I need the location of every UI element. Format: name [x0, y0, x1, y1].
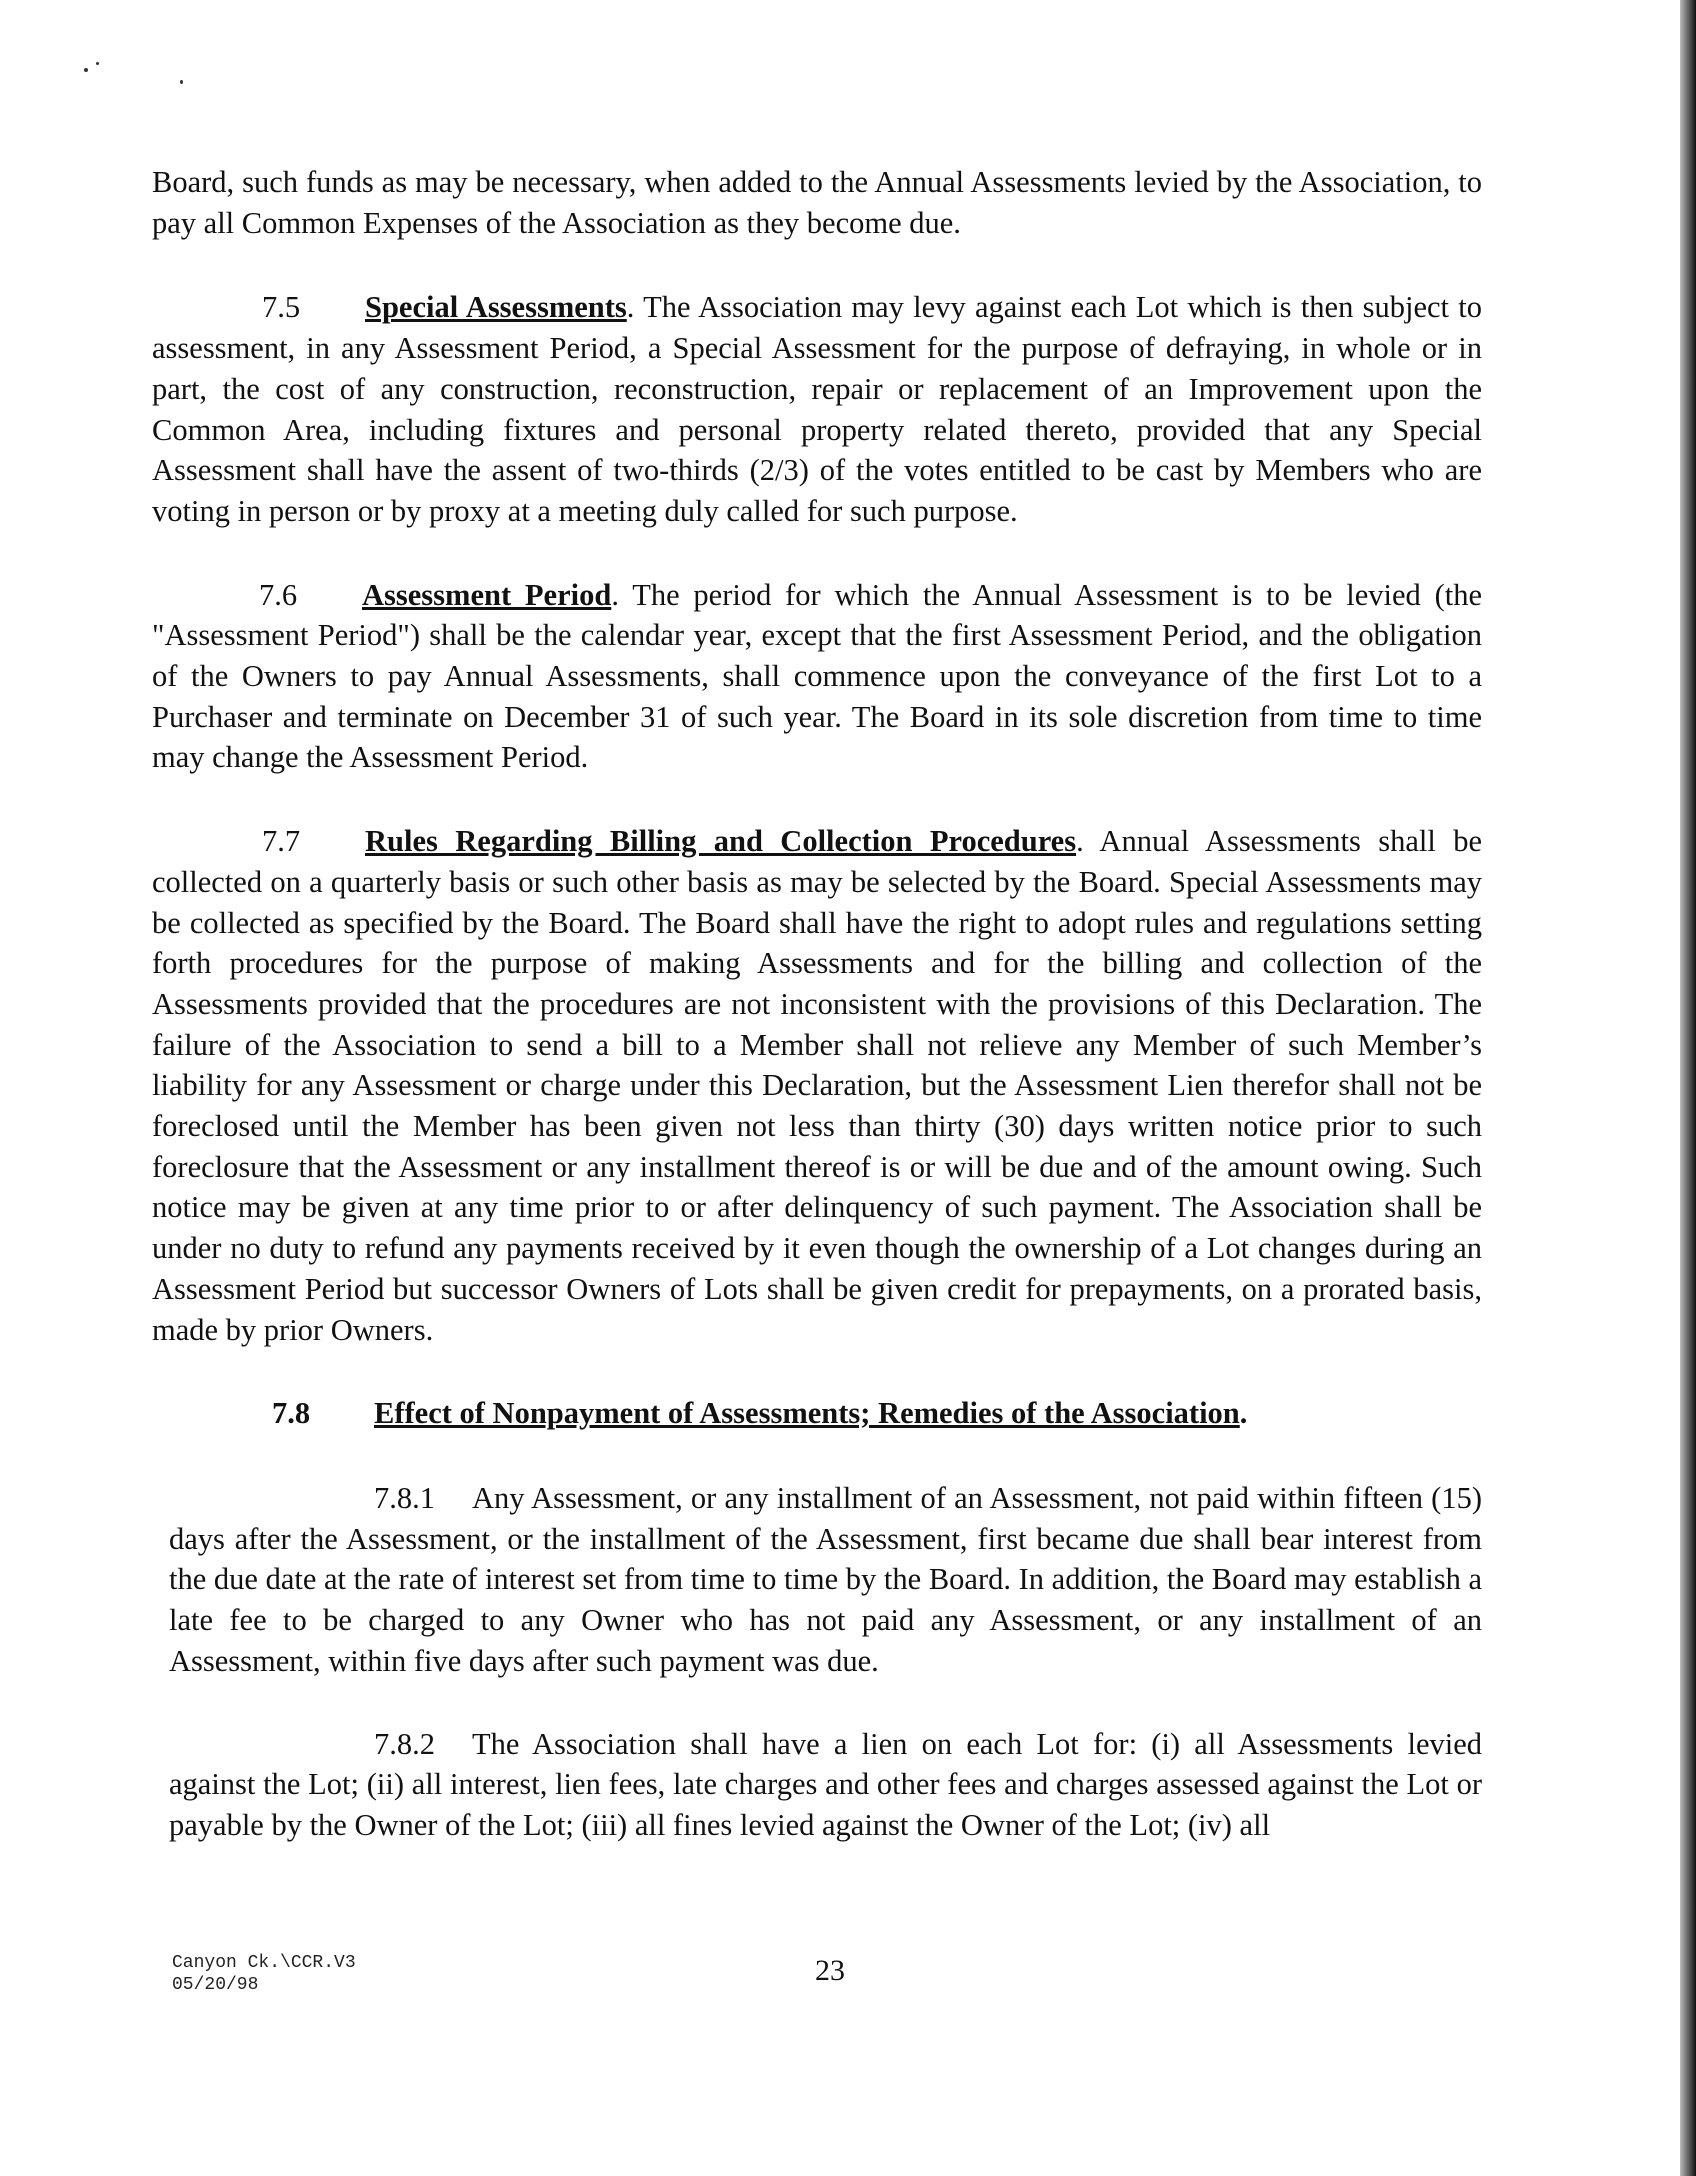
section-number: 7.8 [272, 1396, 311, 1431]
section-body: . The Association may levy against each Lot which is then subject to assessment, in any Assessment Period, a Special Assessment for the purpose of defraying, in whole or in part, the cost of any construction, reconstruction, repair or replacement of an Improvement upon the Common Area, including fixtures and personal property related thereto, provided that any Special Assessment shall have the assent of two-thirds (2/3) of the votes entitled to be cast by Members who are voting in person or by proxy at a meeting duly called for such purpose. [152, 290, 1482, 528]
scan-speck [84, 68, 88, 72]
section-title: Special Assessments [365, 290, 627, 325]
subsection-number: 7.8.1 [374, 1480, 435, 1515]
section-number: 7.5 [262, 290, 301, 325]
document-page [152, 162, 1482, 1888]
scan-speck [96, 62, 99, 65]
scan-speck [180, 80, 183, 84]
continuation-paragraph: Board, such funds as may be necessary, when added to the Annual Assessments levied by the Association, to pay all Common Expenses of the Association as they become due. [152, 165, 1482, 240]
section-title: Effect of Nonpayment of Assessments; Remedies of the Association [374, 1396, 1240, 1431]
footer-file-ref: Canyon Ck.\CCR.V3 [172, 1953, 356, 1973]
footer-date: 05/20/98 [172, 1975, 259, 1995]
section-7-5 [152, 287, 1482, 531]
section-title-trail: . [1239, 1396, 1248, 1431]
scan-edge-shadow [1680, 0, 1696, 2176]
subsection-number: 7.8.2 [374, 1726, 435, 1761]
section-7-6 [152, 575, 1482, 779]
subsection-7-8-2 [152, 1724, 1482, 1846]
footer-file-info [172, 1952, 356, 1996]
page-number: 23 [815, 1954, 845, 1987]
section-title: Assessment Period [362, 577, 612, 612]
section-number: 7.6 [259, 577, 298, 612]
section-7-8-heading [152, 1393, 1482, 1434]
subsection-7-8-1 [152, 1478, 1482, 1682]
subsection-body: The Association shall have a lien on each Lot for: (i) all Assessments levied against the Lot; (ii) all interest, lien fees, late charges and other fees and charges assessed against the Lot or payable by the Owner of the Lot; (iii) all fines levied against the Owner of the Lot; (iv) all [169, 1726, 1482, 1842]
section-title: Rules Regarding Billing and Collection Procedures [365, 824, 1077, 859]
section-number: 7.7 [262, 824, 301, 859]
section-body: . Annual Assessments shall be collected on a quarterly basis or such other basis as may be selected by the Board. Special Assessments may be collected as specified by the Board. The Board shall have the right to adopt rules and regulations setting forth procedures for the purpose of making Assessments and for the billing and collection of the Assessments provided that the procedures are not inconsistent with the provisions of this Declaration. The failure of the Association to send a bill to a Member shall not relieve any Member of such Member’s liability for any Assessment or charge under this Declaration, but the Assessment Lien therefor shall not be foreclosed until the Member has been given not less than thirty (30) days written notice prior to such foreclosure that the Assessment or any installment thereof is or will be due and of the amount owing. Such notice may be given at any time prior to or after delinquency of such payment. The Association shall be under no duty to refund any payments received by it even though the ownership of a Lot changes during an Assessment Period but successor Owners of Lots shall be given credit for prepayments, on a prorated basis, made by prior Owners. [152, 824, 1482, 1347]
subsection-body: Any Assessment, or any installment of an Assessment, not paid within fifteen (15) days after the Assessment, or the installment of the Assessment, first became due shall bear interest from the due date at the rate of interest set from time to time by the Board. In addition, the Board may establish a late fee to be charged to any Owner who has not paid any Assessment, or any installment of an Assessment, within five days after such payment was due. [169, 1480, 1482, 1678]
section-7-7 [152, 821, 1482, 1350]
section-body: . The period for which the Annual Assessment is to be levied (the "Assessment Period") shall be the calendar year, except that the first Assessment Period, and the obligation of the Owners to pay Annual Assessments, shall commence upon the conveyance of the first Lot to a Purchaser and terminate on December 31 of such year. The Board in its sole discretion from time to time may change the Assessment Period. [152, 577, 1483, 775]
